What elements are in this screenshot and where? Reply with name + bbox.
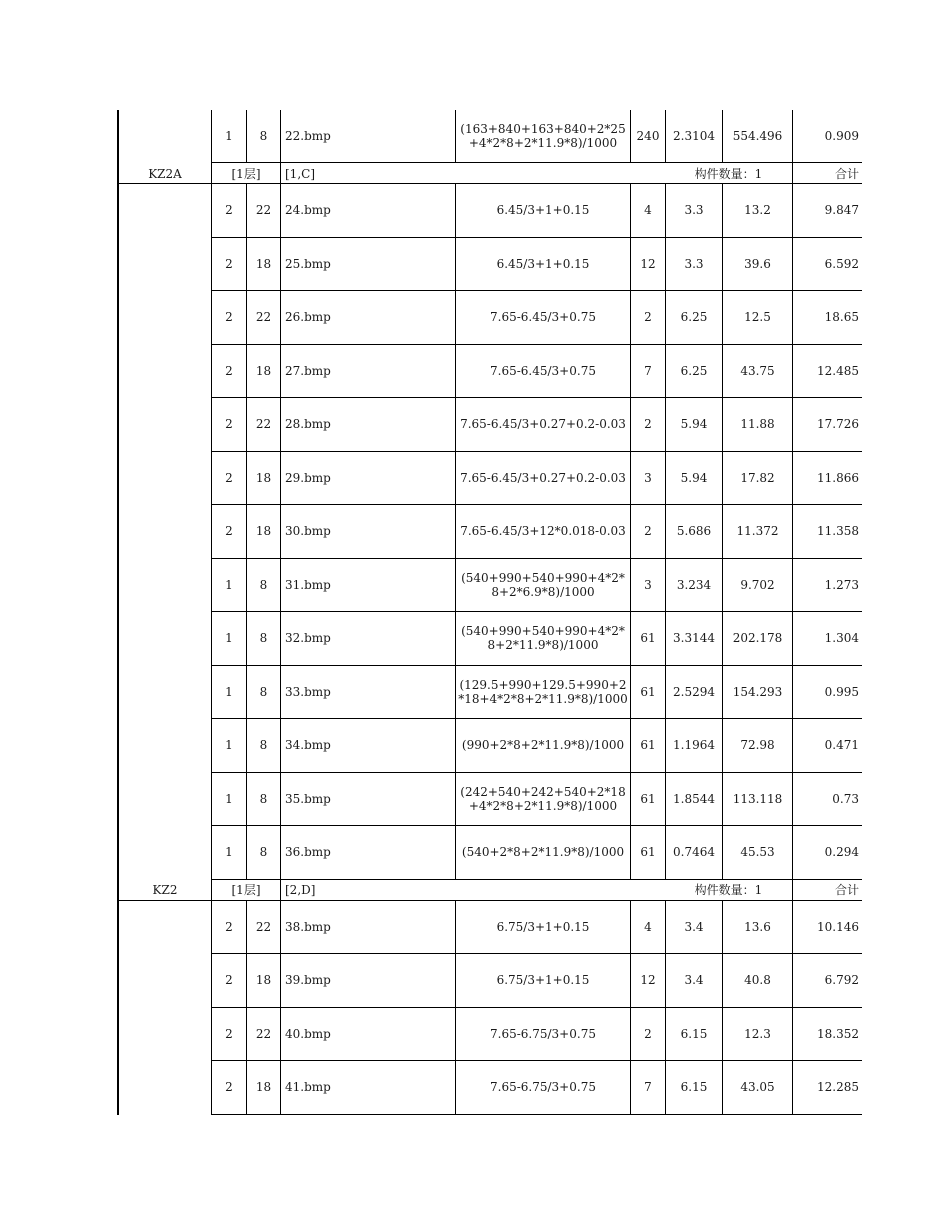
member-axis: [2,D] xyxy=(280,880,665,901)
length-formula-cell: 6.75/3+1+0.15 xyxy=(455,954,630,1008)
bar-grade-cell: 2 xyxy=(211,505,246,559)
bar-grade-cell: 2 xyxy=(211,345,246,399)
bar-grade-cell: 1 xyxy=(211,559,246,613)
bar-shape-file-cell: 34.bmp xyxy=(280,719,455,773)
length-formula-cell: 7.65-6.75/3+0.75 xyxy=(455,1061,630,1115)
bar-diameter-cell: 22 xyxy=(246,901,280,955)
total-length-cell: 12.5 xyxy=(722,291,792,345)
weight-cell: 11.866 xyxy=(792,452,862,506)
bar-diameter-cell: 18 xyxy=(246,452,280,506)
bar-diameter-cell: 18 xyxy=(246,345,280,399)
bar-count-cell: 3 xyxy=(630,452,665,506)
single-length-cell: 6.15 xyxy=(665,1008,722,1062)
length-formula-cell: (242+540+242+540+2*18+4*2*8+2*11.9*8)/1000 xyxy=(455,773,630,827)
single-length-cell: 3.3 xyxy=(665,184,722,238)
bar-count-cell: 7 xyxy=(630,345,665,399)
member-sum-label: 合计 xyxy=(792,880,862,901)
bar-grade-cell: 1 xyxy=(211,826,246,880)
member-quantity: 构件数量：1 xyxy=(694,883,763,897)
member-header-row xyxy=(0,880,950,901)
weight-cell: 0.294 xyxy=(792,826,862,880)
single-length-cell: 6.25 xyxy=(665,291,722,345)
table-row xyxy=(0,901,950,955)
total-length-cell: 9.702 xyxy=(722,559,792,613)
single-length-cell: 5.686 xyxy=(665,505,722,559)
length-formula-cell: 7.65-6.45/3+0.75 xyxy=(455,345,630,399)
bar-shape-file-cell: 40.bmp xyxy=(280,1008,455,1062)
bar-count-cell: 4 xyxy=(630,901,665,955)
total-length-cell: 11.88 xyxy=(722,398,792,452)
member-header-row xyxy=(0,163,950,184)
member-axis: [1,C] xyxy=(280,163,665,184)
total-length-cell: 39.6 xyxy=(722,238,792,292)
bar-diameter-cell: 8 xyxy=(246,826,280,880)
single-length-cell: 2.5294 xyxy=(665,666,722,720)
bar-shape-file-cell: 35.bmp xyxy=(280,773,455,827)
table-row xyxy=(0,452,950,506)
table-row xyxy=(0,505,950,559)
total-length-cell: 13.2 xyxy=(722,184,792,238)
bar-diameter-cell: 22 xyxy=(246,291,280,345)
length-formula-cell: 7.65-6.45/3+0.75 xyxy=(455,291,630,345)
weight-cell: 1.273 xyxy=(792,559,862,613)
member-quantity: 构件数量：1 xyxy=(694,166,763,181)
table-row xyxy=(0,291,950,345)
bar-grade-cell: 1 xyxy=(211,612,246,666)
bar-count-cell: 2 xyxy=(630,505,665,559)
bar-shape-file-cell: 38.bmp xyxy=(280,901,455,955)
bar-diameter-cell: 8 xyxy=(246,612,280,666)
weight-cell: 18.65 xyxy=(792,291,862,345)
weight-cell: 11.358 xyxy=(792,505,862,559)
bar-count-cell: 2 xyxy=(630,398,665,452)
bar-grade-cell: 1 xyxy=(211,719,246,773)
table-row xyxy=(0,773,950,827)
bar-count-cell: 61 xyxy=(630,826,665,880)
bar-count-cell: 61 xyxy=(630,666,665,720)
bar-shape-file-cell: 26.bmp xyxy=(280,291,455,345)
weight-cell: 0.471 xyxy=(792,719,862,773)
bar-grade-cell: 2 xyxy=(211,398,246,452)
weight-cell: 10.146 xyxy=(792,901,862,955)
single-length-cell: 3.234 xyxy=(665,559,722,613)
table-row xyxy=(0,1008,950,1062)
bar-diameter-cell: 8 xyxy=(246,719,280,773)
bar-shape-file-cell: 31.bmp xyxy=(280,559,455,613)
length-formula-cell: (540+2*8+2*11.9*8)/1000 xyxy=(455,826,630,880)
bar-count-cell: 2 xyxy=(630,291,665,345)
bar-grade-cell: 2 xyxy=(211,1008,246,1062)
total-length-cell: 154.293 xyxy=(722,666,792,720)
single-length-cell: 5.94 xyxy=(665,452,722,506)
single-length-cell: 5.94 xyxy=(665,398,722,452)
single-length-cell: 2.3104 xyxy=(665,110,722,163)
weight-cell: 18.352 xyxy=(792,1008,862,1062)
bar-count-cell: 2 xyxy=(630,1008,665,1062)
single-length-cell: 6.25 xyxy=(665,345,722,399)
bar-shape-file-cell: 25.bmp xyxy=(280,238,455,292)
single-length-cell: 6.15 xyxy=(665,1061,722,1115)
single-length-cell: 1.1964 xyxy=(665,719,722,773)
bar-grade-cell: 2 xyxy=(211,184,246,238)
table-row xyxy=(0,398,950,452)
member-sum-label: 合计 xyxy=(792,163,862,184)
length-formula-cell: (540+990+540+990+4*2*8+2*6.9*8)/1000 xyxy=(455,559,630,613)
table-row xyxy=(0,110,950,163)
bar-shape-file-cell: 30.bmp xyxy=(280,505,455,559)
weight-cell: 1.304 xyxy=(792,612,862,666)
bar-shape-file-cell: 36.bmp xyxy=(280,826,455,880)
bar-diameter-cell: 18 xyxy=(246,954,280,1008)
bar-diameter-cell: 8 xyxy=(246,773,280,827)
bar-grade-cell: 2 xyxy=(211,452,246,506)
total-length-cell: 45.53 xyxy=(722,826,792,880)
bar-grade-cell: 2 xyxy=(211,238,246,292)
total-length-cell: 72.98 xyxy=(722,719,792,773)
total-length-cell: 12.3 xyxy=(722,1008,792,1062)
member-code: KZ2A xyxy=(148,166,182,181)
bar-grade-cell: 2 xyxy=(211,291,246,345)
bar-diameter-cell: 22 xyxy=(246,184,280,238)
bar-count-cell: 12 xyxy=(630,238,665,292)
bar-shape-file-cell: 28.bmp xyxy=(280,398,455,452)
bar-grade-cell: 1 xyxy=(211,110,246,163)
length-formula-cell: 7.65-6.45/3+12*0.018-0.03 xyxy=(455,505,630,559)
weight-cell: 12.485 xyxy=(792,345,862,399)
member-floor: [1层] xyxy=(211,880,280,901)
bar-diameter-cell: 18 xyxy=(246,1061,280,1115)
bar-grade-cell: 2 xyxy=(211,1061,246,1115)
length-formula-cell: 7.65-6.45/3+0.27+0.2-0.03 xyxy=(455,452,630,506)
bar-shape-file-cell: 27.bmp xyxy=(280,345,455,399)
bar-count-cell: 61 xyxy=(630,612,665,666)
length-formula-cell: 6.45/3+1+0.15 xyxy=(455,184,630,238)
length-formula-cell: (129.5+990+129.5+990+2*18+4*2*8+2*11.9*8)/1000 xyxy=(455,666,630,720)
table-row xyxy=(0,345,950,399)
weight-cell: 6.592 xyxy=(792,238,862,292)
bar-grade-cell: 1 xyxy=(211,666,246,720)
bar-diameter-cell: 8 xyxy=(246,110,280,163)
bar-count-cell: 7 xyxy=(630,1061,665,1115)
total-length-cell: 40.8 xyxy=(722,954,792,1008)
total-length-cell: 202.178 xyxy=(722,612,792,666)
bar-shape-file-cell: 32.bmp xyxy=(280,612,455,666)
weight-cell: 6.792 xyxy=(792,954,862,1008)
bar-count-cell: 12 xyxy=(630,954,665,1008)
weight-cell: 17.726 xyxy=(792,398,862,452)
length-formula-cell: (540+990+540+990+4*2*8+2*11.9*8)/1000 xyxy=(455,612,630,666)
bar-grade-cell: 1 xyxy=(211,773,246,827)
length-formula-cell: 6.45/3+1+0.15 xyxy=(455,238,630,292)
bar-diameter-cell: 8 xyxy=(246,559,280,613)
table-row xyxy=(0,238,950,292)
weight-cell: 0.995 xyxy=(792,666,862,720)
bar-diameter-cell: 22 xyxy=(246,398,280,452)
weight-cell: 0.909 xyxy=(792,110,862,163)
total-length-cell: 11.372 xyxy=(722,505,792,559)
single-length-cell: 3.4 xyxy=(665,954,722,1008)
bar-count-cell: 4 xyxy=(630,184,665,238)
bar-shape-file-cell: 24.bmp xyxy=(280,184,455,238)
length-formula-cell: (163+840+163+840+2*25+4*2*8+2*11.9*8)/1000 xyxy=(455,110,630,163)
table-left-border xyxy=(117,110,119,1115)
single-length-cell: 0.7464 xyxy=(665,826,722,880)
total-length-cell: 43.75 xyxy=(722,345,792,399)
table-row xyxy=(0,612,950,666)
total-length-cell: 554.496 xyxy=(722,110,792,163)
table-row xyxy=(0,826,950,880)
weight-cell: 12.285 xyxy=(792,1061,862,1115)
bar-diameter-cell: 8 xyxy=(246,666,280,720)
total-length-cell: 17.82 xyxy=(722,452,792,506)
total-length-cell: 13.6 xyxy=(722,901,792,955)
length-formula-cell: (990+2*8+2*11.9*8)/1000 xyxy=(455,719,630,773)
bar-grade-cell: 2 xyxy=(211,901,246,955)
table-row xyxy=(0,954,950,1008)
length-formula-cell: 7.65-6.75/3+0.75 xyxy=(455,1008,630,1062)
table-row xyxy=(0,559,950,613)
table-row xyxy=(0,666,950,720)
bar-grade-cell: 2 xyxy=(211,954,246,1008)
single-length-cell: 1.8544 xyxy=(665,773,722,827)
length-formula-cell: 7.65-6.45/3+0.27+0.2-0.03 xyxy=(455,398,630,452)
bar-count-cell: 3 xyxy=(630,559,665,613)
bar-shape-file-cell: 39.bmp xyxy=(280,954,455,1008)
table-row xyxy=(0,719,950,773)
bar-shape-file-cell: 29.bmp xyxy=(280,452,455,506)
bar-count-cell: 61 xyxy=(630,719,665,773)
bar-shape-file-cell: 33.bmp xyxy=(280,666,455,720)
single-length-cell: 3.3144 xyxy=(665,612,722,666)
table-row xyxy=(0,184,950,238)
bar-shape-file-cell: 22.bmp xyxy=(280,110,455,163)
bar-diameter-cell: 18 xyxy=(246,238,280,292)
single-length-cell: 3.3 xyxy=(665,238,722,292)
weight-cell: 0.73 xyxy=(792,773,862,827)
weight-cell: 9.847 xyxy=(792,184,862,238)
single-length-cell: 3.4 xyxy=(665,901,722,955)
table-row xyxy=(0,1061,950,1115)
bar-diameter-cell: 18 xyxy=(246,505,280,559)
member-code: KZ2 xyxy=(152,883,178,897)
bar-diameter-cell: 22 xyxy=(246,1008,280,1062)
bar-count-cell: 240 xyxy=(630,110,665,163)
total-length-cell: 43.05 xyxy=(722,1061,792,1115)
total-length-cell: 113.118 xyxy=(722,773,792,827)
bar-shape-file-cell: 41.bmp xyxy=(280,1061,455,1115)
bar-count-cell: 61 xyxy=(630,773,665,827)
member-floor: [1层] xyxy=(211,163,280,184)
length-formula-cell: 6.75/3+1+0.15 xyxy=(455,901,630,955)
